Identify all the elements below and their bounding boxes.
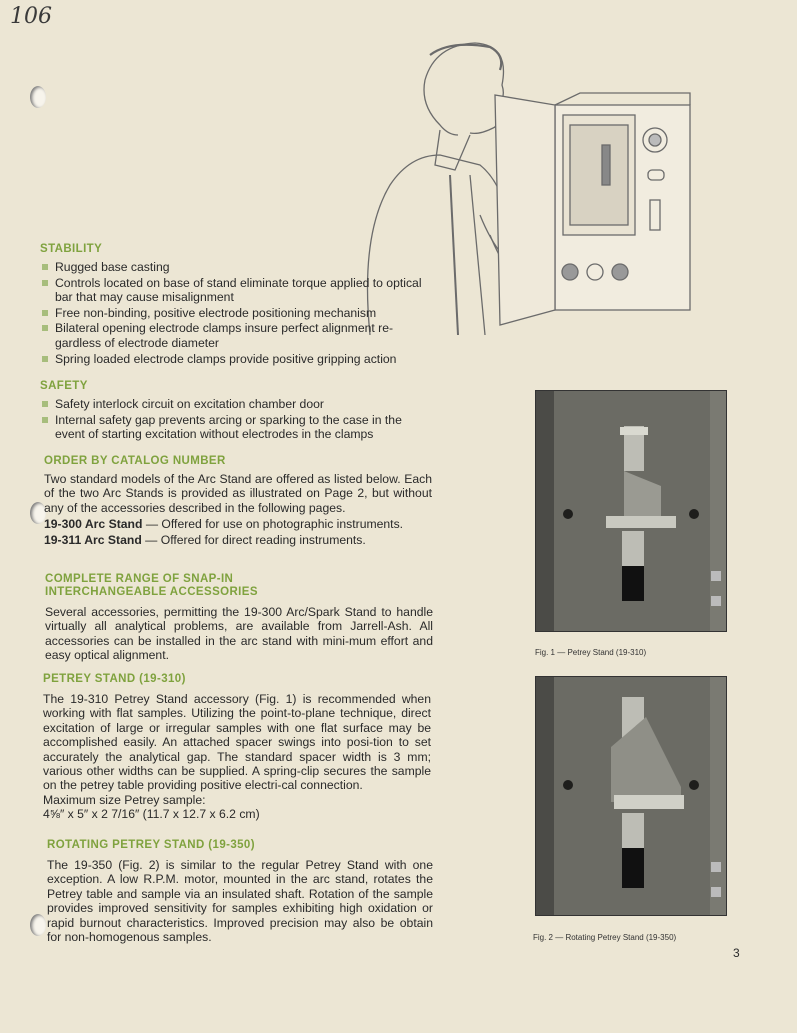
- stability-section: [40, 243, 440, 367]
- list-item: Spring loaded electrode clamps provide positive gripping action: [40, 352, 432, 367]
- accessories-heading: [45, 573, 433, 599]
- heading-line: INTERCHANGEABLE ACCESSORIES: [45, 586, 258, 598]
- accessories-body: Several accessories, permitting the 19-300 Arc/Spark Stand to handle virtually all analytical problems, are available from Jarrell-Ash. All accessories can be installed in the arc stand with mini-mum effort and easy optical alignment.: [45, 605, 433, 663]
- fig1-caption: Fig. 1 — Petrey Stand (19-310): [535, 648, 647, 657]
- petrey-max-size: 4⅝″ x 5″ x 2 7/16″ (11.7 x 12.7 x 6.2 cm): [43, 807, 260, 822]
- safety-list: [40, 397, 432, 442]
- fig2-caption: Fig. 2 — Rotating Petrey Stand (19-350): [533, 933, 677, 942]
- page-number: 3: [733, 946, 740, 960]
- petrey-section: [43, 673, 431, 822]
- rotating-body: The 19-350 (Fig. 2) is similar to the regular Petrey Stand with one exception. A low R.P.M. motor, mounted in the arc stand, rotates the Petrey table and sample via an insulated shaft. Rotation of the sample provides improved sensitivity for samples exhibiting high oxidation or rapid burnout characteristics. Improved precision may also be obtain for non-homogenous samples.: [47, 858, 433, 945]
- order-body: Two standard models of the Arc Stand are offered as listed below. Each of the two Arc Stands is provided as illustrated on Page 2, but without any of the accessories described in the following pages.: [44, 472, 432, 515]
- petrey-heading: PETREY STAND (19-310): [43, 673, 186, 685]
- model-description: — Offered for direct reading instruments.: [141, 532, 366, 547]
- fig2-photo: [535, 676, 727, 916]
- list-item: Safety interlock circuit on excitation chamber door: [40, 397, 432, 412]
- list-item: Controls located on base of stand eliminate torque applied to optical bar that may cause misalignment: [40, 276, 432, 305]
- safety-section: [40, 380, 440, 443]
- heading-line: COMPLETE RANGE OF SNAP-IN: [45, 573, 234, 585]
- list-item: Free non-binding, positive electrode positioning mechanism: [40, 306, 432, 321]
- rotating-heading: ROTATING PETREY STAND (19-350): [47, 839, 255, 851]
- list-item: Rugged base casting: [40, 260, 432, 275]
- model-19-300: [44, 517, 432, 533]
- order-section: [44, 455, 432, 548]
- rotating-section: [47, 839, 433, 944]
- handwritten-page-mark: 106: [10, 4, 52, 29]
- punch-hole: [30, 914, 46, 936]
- model-number: 19-311 Arc Stand: [44, 532, 142, 547]
- model-19-311: [44, 533, 432, 549]
- petrey-max-label: Maximum size Petrey sample:: [43, 792, 206, 807]
- safety-heading: SAFETY: [40, 380, 88, 392]
- punch-hole: [30, 86, 46, 108]
- order-heading: ORDER BY CATALOG NUMBER: [44, 455, 226, 467]
- fig1-photo: [535, 390, 727, 632]
- list-item: Internal safety gap prevents arcing or sparking to the case in the event of starting excitation without electrodes in the clamps: [40, 413, 432, 442]
- petrey-body: The 19-310 Petrey Stand accessory (Fig. 1) is recommended when working with flat samples. Utilizing the point-to-plane technique, direct excitation of large or irregular samples with one flat surface may be accomplished easily. An attached spacer swings into posi-tion to set accurately the analytical gap. The standard spacer width is 3 mm; various other widths can be supplied. A spring-clip secures the sample on the petrey table providing positive electri-cal connection.: [43, 692, 431, 793]
- model-description: — Offered for use on photographic instruments.: [142, 517, 404, 532]
- model-number: 19-300 Arc Stand: [44, 517, 143, 532]
- stability-heading: STABILITY: [40, 243, 103, 255]
- accessories-section: [45, 573, 433, 663]
- stability-list: [40, 260, 432, 366]
- list-item: Bilateral opening electrode clamps insure perfect alignment re-gardless of electrode diameter: [40, 321, 432, 350]
